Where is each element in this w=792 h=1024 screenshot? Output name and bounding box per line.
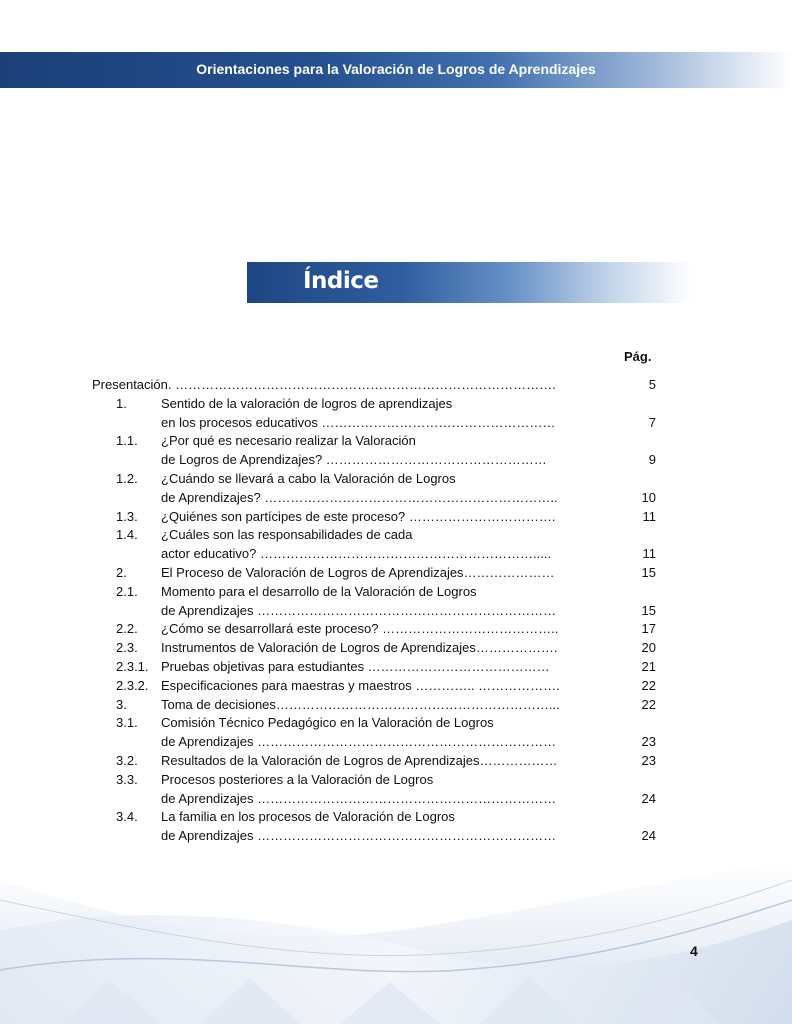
toc-entry-number: 2.1. xyxy=(116,583,138,599)
toc-entry xyxy=(0,714,792,733)
toc-entry xyxy=(0,808,792,827)
toc-entry-title: Instrumentos de Valoración de Logros de Aprendizajes………………. xyxy=(161,640,558,656)
index-title: Índice xyxy=(303,268,379,294)
toc-entry xyxy=(0,489,792,508)
toc-entry xyxy=(0,677,792,696)
toc-entry-title: Comisión Técnico Pedagógico en la Valoración de Logros xyxy=(161,715,494,731)
toc-entry xyxy=(0,771,792,790)
toc-entry-page: 11 xyxy=(642,546,656,562)
toc-entry-number: 3.3. xyxy=(116,771,138,787)
toc-entry xyxy=(0,414,792,433)
toc-entry xyxy=(0,470,792,489)
toc-entry-page: 11 xyxy=(642,508,656,524)
toc-entry-title: Procesos posteriores a la Valoración de Logros xyxy=(161,771,434,787)
toc-entry-page: 22 xyxy=(641,696,656,712)
toc-entry-title: de Aprendizajes …………………………………………………………… xyxy=(161,602,557,618)
toc-entry-page: 15 xyxy=(641,564,656,580)
toc-entry-number: 1. xyxy=(116,395,127,411)
table-of-contents xyxy=(0,376,792,846)
toc-entry-title: de Aprendizajes? ………………………………………………………….. xyxy=(161,489,558,505)
toc-entry xyxy=(0,752,792,771)
header-bar xyxy=(0,52,792,88)
toc-entry-number: 2.3.1. xyxy=(116,658,149,674)
toc-entry-page: 10 xyxy=(641,489,656,505)
footer-wave-decoration xyxy=(0,860,792,1024)
toc-entry xyxy=(0,658,792,677)
toc-entry-title: actor educativo? ………………………………………………………..... xyxy=(161,546,552,562)
toc-entry-title: Presentación. ……………………………………………………………………………. xyxy=(92,377,556,392)
toc-entry-title: de Aprendizajes …………………………………………………………… xyxy=(161,734,557,750)
toc-entry-title: en los procesos educativos ……………………………………………… xyxy=(161,414,556,430)
toc-entry-title: ¿Cómo se desarrollará este proceso? ………………………………….. xyxy=(161,621,559,637)
toc-entry-number: 3.2. xyxy=(116,752,138,768)
toc-entry xyxy=(0,545,792,564)
toc-entry-title: Pruebas objetivas para estudiantes …………………………………… xyxy=(161,658,550,674)
toc-entry xyxy=(0,696,792,715)
toc-entry-page: 15 xyxy=(641,602,656,618)
toc-entry xyxy=(0,620,792,639)
toc-entry xyxy=(0,526,792,545)
toc-entry xyxy=(0,790,792,809)
toc-entry-page: 21 xyxy=(641,658,656,674)
index-title-bar xyxy=(247,262,692,303)
toc-entry-number: 1.2. xyxy=(116,470,138,486)
toc-entry-number: 3.1. xyxy=(116,715,138,731)
toc-entry-title: Momento para el desarrollo de la Valoración de Logros xyxy=(161,583,477,599)
toc-entry-number: 2. xyxy=(116,564,127,580)
toc-entry-page: 20 xyxy=(641,640,656,656)
toc-entry-page: 23 xyxy=(641,752,656,768)
toc-entry-title: El Proceso de Valoración de Logros de Aprendizajes………………… xyxy=(161,564,555,580)
toc-entry-title: ¿Quiénes son partícipes de este proceso? ……………………………. xyxy=(161,508,556,524)
toc-entry-page: 7 xyxy=(648,414,656,430)
toc-entry-title: Especificaciones para maestras y maestros ………….. ………………. xyxy=(161,677,560,693)
toc-entry-page: 24 xyxy=(641,828,656,844)
page-number: 4 xyxy=(690,943,698,959)
toc-entry xyxy=(0,564,792,583)
toc-entry-page: 22 xyxy=(641,677,656,693)
toc-entry-title: La familia en los procesos de Valoración de Logros xyxy=(161,809,455,825)
toc-entry-title: de Aprendizajes …………………………………………………………… xyxy=(161,828,557,844)
toc-entry xyxy=(0,733,792,752)
toc-entry xyxy=(0,432,792,451)
toc-entry-number: 2.3. xyxy=(116,640,138,656)
toc-entry-page: 17 xyxy=(641,621,656,637)
page-column-header: Pág. xyxy=(624,349,652,364)
toc-entry xyxy=(0,508,792,527)
toc-entry xyxy=(0,602,792,621)
toc-entry-title: ¿Cuáles son las responsabilidades de cada xyxy=(161,527,413,543)
toc-entry-page: 5 xyxy=(648,377,656,392)
toc-entry-page: 23 xyxy=(641,734,656,750)
toc-entry-title: de Logros de Aprendizajes? …………………………………………… xyxy=(161,452,547,468)
toc-entry-page: 9 xyxy=(648,452,656,468)
toc-entry-title: Sentido de la valoración de logros de aprendizajes xyxy=(161,395,453,411)
toc-entry xyxy=(0,395,792,414)
toc-entry xyxy=(0,639,792,658)
toc-entry-title: de Aprendizajes …………………………………………………………… xyxy=(161,790,557,806)
toc-entry-title: ¿Por qué es necesario realizar la Valoración xyxy=(161,433,416,449)
toc-entry-number: 3.4. xyxy=(116,809,138,825)
toc-entry-title: Resultados de la Valoración de Logros de Aprendizajes……………… xyxy=(161,752,558,768)
toc-entry-number: 1.3. xyxy=(116,508,138,524)
toc-entry-number: 1.4. xyxy=(116,527,138,543)
toc-entry-title: Toma de decisiones………………………………………………………... xyxy=(161,696,560,712)
toc-entry xyxy=(0,827,792,846)
toc-entry xyxy=(0,451,792,470)
toc-entry-page: 24 xyxy=(641,790,656,806)
toc-entry-number: 2.3.2. xyxy=(116,677,149,693)
toc-entry xyxy=(0,376,792,395)
toc-entry xyxy=(0,583,792,602)
header-title: Orientaciones para la Valoración de Logros de Aprendizajes xyxy=(196,61,596,77)
toc-entry-number: 2.2. xyxy=(116,621,138,637)
toc-entry-title: ¿Cuándo se llevará a cabo la Valoración de Logros xyxy=(161,470,456,486)
toc-entry-number: 3. xyxy=(116,696,127,712)
toc-entry-number: 1.1. xyxy=(116,433,138,449)
